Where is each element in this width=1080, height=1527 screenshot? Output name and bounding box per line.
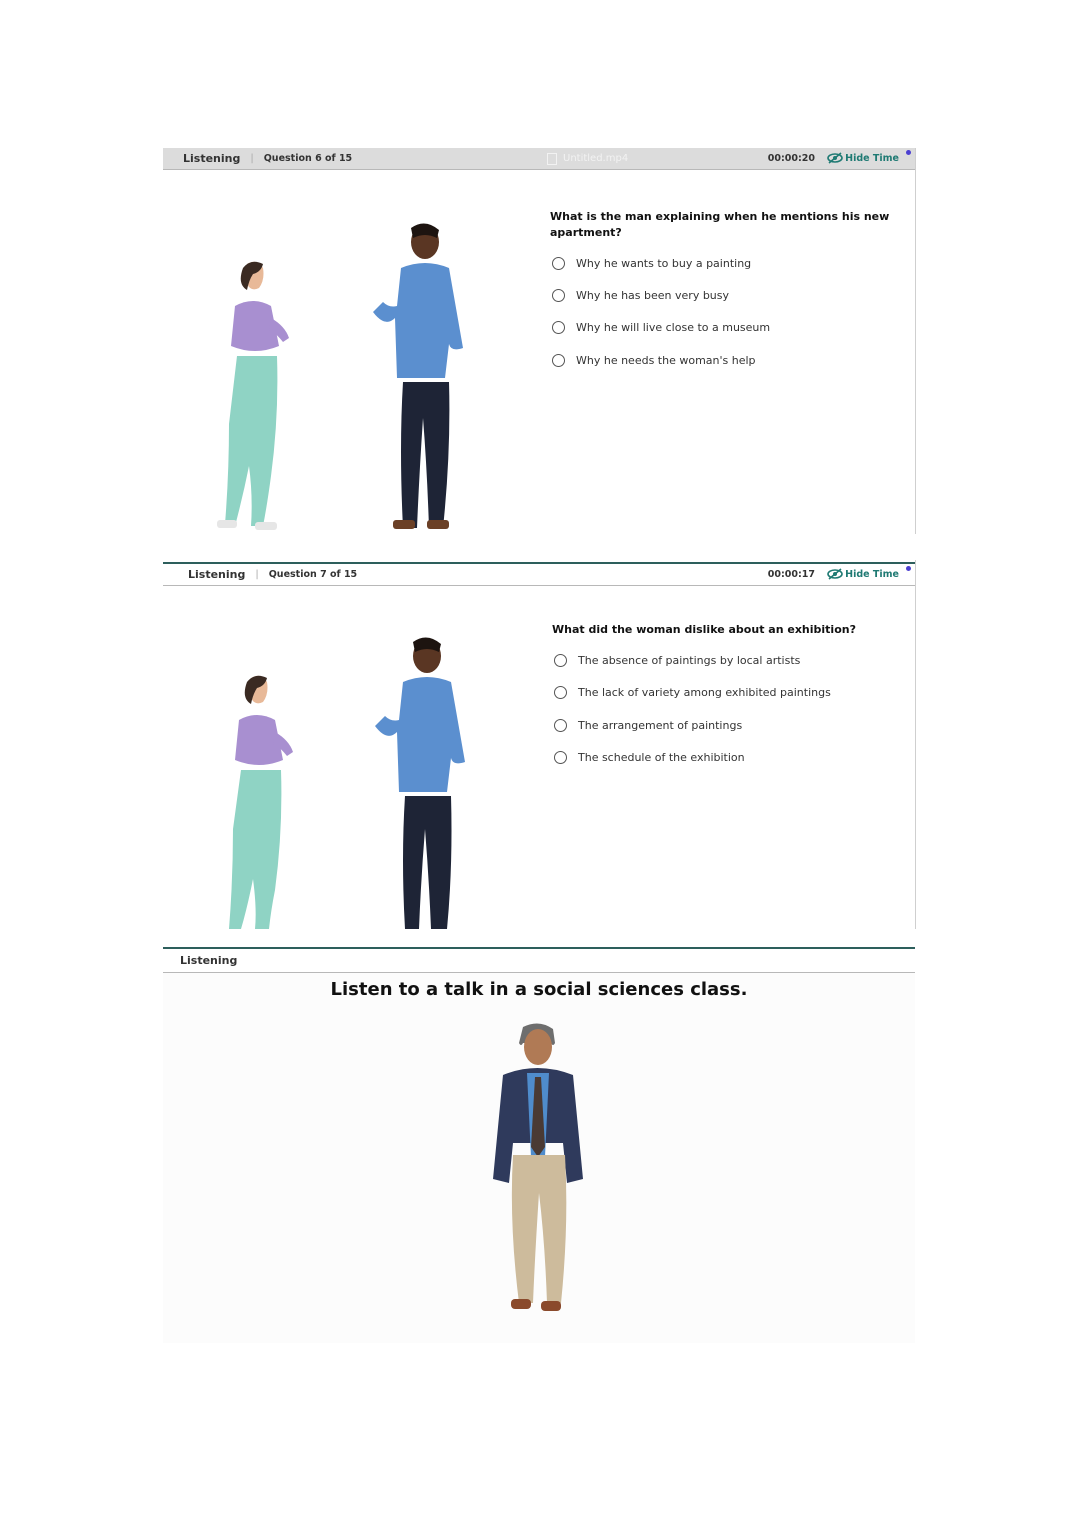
file-label	[547, 153, 628, 165]
man-figure	[355, 636, 485, 929]
answer-option[interactable]	[554, 719, 742, 732]
option-label: Why he needs the woman's help	[576, 354, 756, 367]
lecturer-figure	[483, 1023, 595, 1323]
option-label: The lack of variety among exhibited paintings	[578, 686, 831, 699]
question-counter: Question 6 of 15	[263, 153, 353, 164]
man-figure	[353, 222, 483, 534]
document-icon	[547, 153, 557, 165]
instruction-text: Listen to a talk in a social sciences class.	[330, 979, 748, 1000]
divider: |	[250, 153, 254, 164]
option-label: Why he has been very busy	[576, 289, 730, 302]
answer-option[interactable]	[554, 686, 831, 699]
status-dot	[906, 150, 911, 155]
hide-time-button[interactable]: Hide Time	[845, 569, 899, 580]
top-bar	[163, 562, 915, 586]
section-title: Listening	[183, 152, 241, 165]
question-screen-6	[163, 148, 916, 534]
status-dot	[906, 566, 911, 571]
lecture-intro-screen	[163, 947, 915, 1343]
option-label: The arrangement of paintings	[578, 719, 743, 732]
top-bar	[163, 947, 915, 973]
option-label: Why he will live close to a museum	[576, 321, 771, 334]
question-screen-7	[163, 560, 916, 929]
radio-button[interactable]	[554, 719, 567, 732]
woman-figure	[207, 258, 307, 534]
radio-button[interactable]	[552, 289, 565, 302]
option-label: The absence of paintings by local artists	[578, 654, 801, 667]
answer-option[interactable]	[552, 354, 756, 367]
section-title: Listening	[188, 568, 246, 581]
radio-button[interactable]	[552, 321, 565, 334]
option-label: The schedule of the exhibition	[578, 751, 745, 764]
top-bar	[163, 148, 915, 170]
divider: |	[255, 569, 259, 580]
radio-button[interactable]	[554, 686, 567, 699]
answer-option[interactable]	[554, 751, 745, 764]
woman-figure	[211, 672, 311, 929]
eye-slash-icon[interactable]	[827, 152, 843, 164]
answer-option[interactable]	[552, 289, 729, 302]
section-title: Listening	[180, 954, 238, 967]
question-counter: Question 7 of 15	[268, 569, 358, 580]
radio-button[interactable]	[552, 257, 565, 270]
answer-option[interactable]	[552, 257, 751, 270]
radio-button[interactable]	[554, 751, 567, 764]
option-label: Why he wants to buy a painting	[576, 257, 752, 270]
radio-button[interactable]	[554, 654, 567, 667]
answer-option[interactable]	[554, 654, 800, 667]
answer-option[interactable]	[552, 321, 770, 334]
eye-slash-icon[interactable]	[827, 568, 843, 580]
timer: 00:00:20	[767, 153, 815, 164]
question-text: What did the woman dislike about an exhibition?	[552, 623, 856, 636]
timer: 00:00:17	[767, 569, 815, 580]
file-name: Untitled.mp4	[563, 153, 629, 164]
question-text: What is the man explaining when he mentions his new apartment?	[550, 210, 890, 239]
hide-time-button[interactable]: Hide Time	[845, 153, 899, 164]
radio-button[interactable]	[552, 354, 565, 367]
